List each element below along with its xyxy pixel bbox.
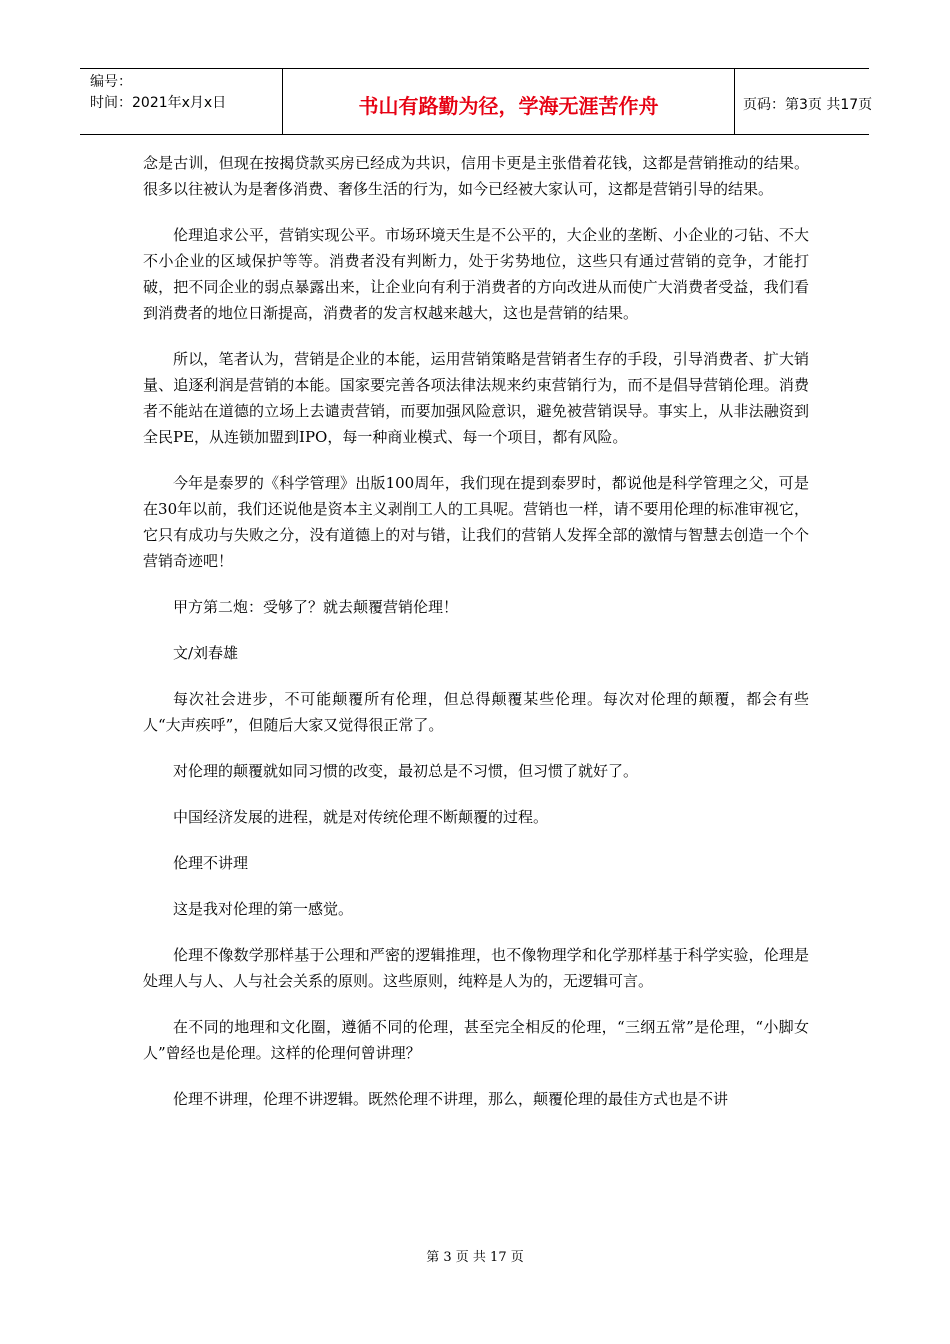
body-paragraph: 中国经济发展的进程，就是对传统伦理不断颠覆的过程。 <box>173 808 549 826</box>
body-paragraph: 这是我对伦理的第一感觉。 <box>173 900 354 918</box>
body-paragraph: 伦理不讲理，伦理不讲逻辑。既然伦理不讲理，那么，颠覆伦理的最佳方式也是不讲 <box>173 1090 729 1108</box>
body-paragraph: 对伦理的颠覆就如同习惯的改变，最初总是不习惯，但习惯了就好了。 <box>173 762 639 780</box>
document-number-label: 编号： <box>90 74 132 90</box>
section-title: 甲方第二炮：受够了？就去颠覆营销伦理！ <box>173 598 459 616</box>
header-page-cell <box>735 69 873 134</box>
page-footer: 第 3 页 共 17 页 <box>426 1250 524 1265</box>
body-paragraph: 伦理追求公平，营销实现公平。市场环境天生是不公平的，大企业的垄断、小企业的刁钻、不大不小企业的区域保护等等。消费者没有判断力，处于劣势地位，这些只有通过营销的竞争，才能打破，把不同企业的弱点暴露出来，让企业向有利于消费者的方向改进从而使广大消费者受益，我们看到消费者的地位日渐提高，消费者的发言权越来越大，这也是营销的结果。 <box>143 226 809 322</box>
body-paragraph: 每次社会进步，不可能颠覆所有伦理，但总得颠覆某些伦理。每次对伦理的颠覆，都会有些人“大声疾呼”，但随后大家又觉得很正常了。 <box>143 690 809 734</box>
header-meta <box>80 69 283 134</box>
page-header <box>80 68 873 135</box>
header-motto: 书山有路勤为径，学海无涯苦作舟 <box>358 94 659 118</box>
document-body <box>143 150 809 1132</box>
body-paragraph: 伦理不像数学那样基于公理和严密的逻辑推理，也不像物理学和化学那样基于科学实验，伦理是处理人与人、人与社会关系的原则。这些原则，纯粹是人为的，无逻辑可言。 <box>143 946 809 990</box>
body-paragraph: 念是古训，但现在按揭贷款买房已经成为共识，信用卡更是主张借着花钱，这都是营销推动的结果。很多以往被认为是奢侈消费、奢侈生活的行为，如今已经被大家认可，这都是营销引导的结果。 <box>143 154 809 198</box>
author-line: 文/刘春雄 <box>173 644 239 662</box>
document-date: 时间：2021年x月x日 <box>90 95 227 111</box>
body-paragraph: 在不同的地理和文化圈，遵循不同的伦理，甚至完全相反的伦理，“三纲五常”是伦理，“小脚女人”曾经也是伦理。这样的伦理何曾讲理？ <box>143 1018 809 1062</box>
body-paragraph: 所以，笔者认为，营销是企业的本能，运用营销策略是营销者生存的手段，引导消费者、扩大销量、追逐利润是营销的本能。国家要完善各项法律法规来约束营销行为，而不是倡导营销伦理。消费者不能站在道德的立场上去谴责营销，而要加强风险意识，避免被营销误导。事实上，从非法融资到全民PE，从连锁加盟到IPO，每一种商业模式、每一个项目，都有风险。 <box>143 350 809 446</box>
subheading: 伦理不讲理 <box>173 854 249 872</box>
body-paragraph: 今年是泰罗的《科学管理》出版100周年，我们现在提到泰罗时，都说他是科学管理之父，可是在30年以前，我们还说他是资本主义剥削工人的工具呢。营销也一样，请不要用伦理的标准审视它，它只有成功与失败之分，没有道德上的对与错，让我们的营销人发挥全部的激情与智慧去创造一个个营销奇迹吧！ <box>143 474 809 570</box>
header-page-code: 页码：第3页 共17页 <box>743 97 873 113</box>
header-motto-cell <box>283 69 735 134</box>
